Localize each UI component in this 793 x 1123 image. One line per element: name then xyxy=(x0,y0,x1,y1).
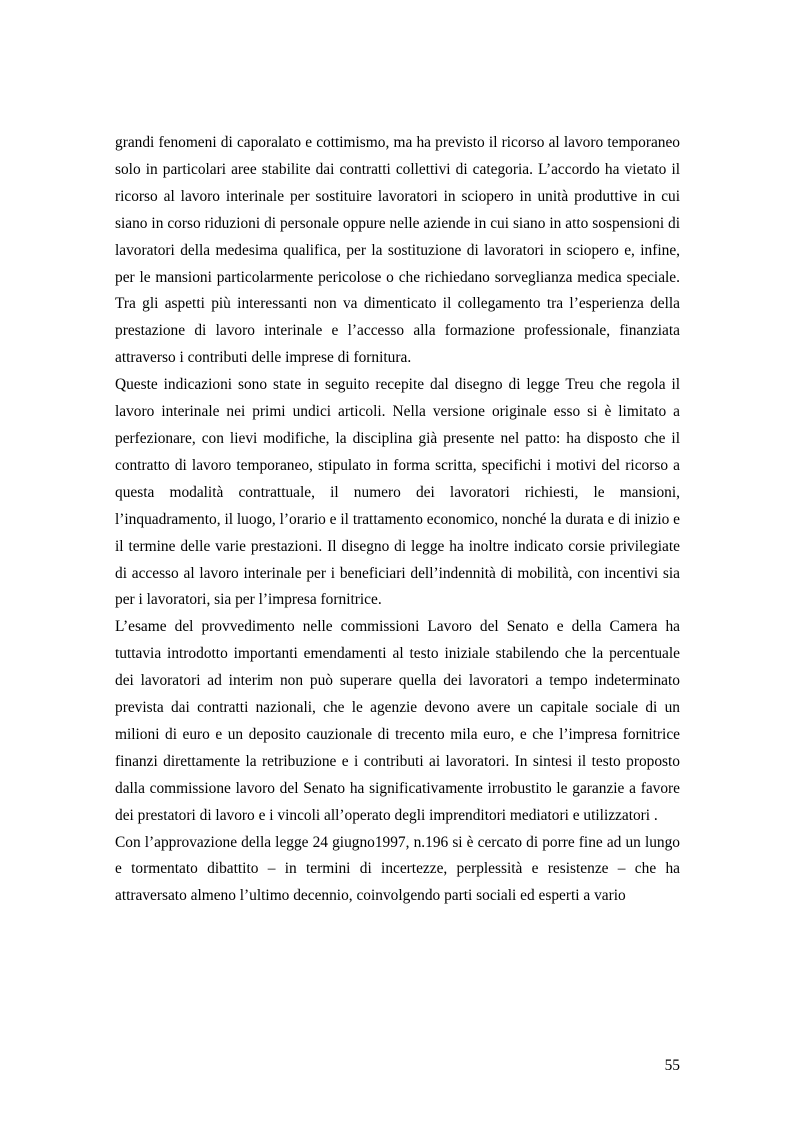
paragraph-3: L’esame del provvedimento nelle commissioni Lavoro del Senato e della Camera ha tuttavia introdotto importanti emendamenti al testo iniziale stabilendo che la percentuale dei lavoratori ad interim non può superare quella dei lavoratori a tempo indeterminato prevista dai contratti nazionali, che le agenzie devono avere un capitale sociale di un milioni di euro e un deposito cauzionale di trecento mila euro, e che l’impresa fornitrice finanzi direttamente la retribuzione e i contributi ai lavoratori. In sintesi il testo proposto dalla commissione lavoro del Senato ha significativamente irrobustito le garanzie a favore dei prestatori di lavoro e i vincoli all’operato degli imprenditori mediatori e utilizzatori . xyxy=(115,618,680,824)
page-number: 55 xyxy=(664,1057,680,1074)
paragraph-4: Con l’approvazione della legge 24 giugno1997, n.196 si è cercato di porre fine ad un lungo e tormentato dibattito – in termini di incertezze, perplessità e resistenze – che ha attraversato almeno l’ultimo decennio, coinvolgendo parti sociali ed esperti a vario xyxy=(115,833,680,905)
paragraph-2: Queste indicazioni sono state in seguito recepite dal disegno di legge Treu che regola il lavoro interinale nei primi undici articoli. Nella versione originale esso si è limitato a perfezionare, con lievi modifiche, la disciplina già presente nel patto: ha disposto che il contratto di lavoro temporaneo, stipulato in forma scritta, specifichi i motivi del ricorso a questa modalità contrattuale, il numero dei lavoratori richiesti, le mansioni, l’inquadramento, il luogo, l’orario e il trattamento economico, nonché la durata e di inizio e il termine delle varie prestazioni. Il disegno di legge ha inoltre indicato corsie privilegiate di accesso al lavoro interinale per i beneficiari dell’indennità di mobilità, con incentivi sia per i lavoratori, sia per l’impresa fornitrice. xyxy=(115,376,680,609)
body-text xyxy=(115,130,680,910)
paragraph-1: grandi fenomeni di caporalato e cottimismo, ma ha previsto il ricorso al lavoro temporaneo solo in particolari aree stabilite dai contratti collettivi di categoria. L’accordo ha vietato il ricorso al lavoro interinale per sostituire lavoratori in sciopero in unità produttive in cui siano in corso riduzioni di personale oppure nelle aziende in cui siano in atto sospensioni di lavoratori della medesima qualifica, per la sostituzione di lavoratori in sciopero e, infine, per le mansioni particolarmente pericolose o che richiedano sorveglianza medica speciale. Tra gli aspetti più interessanti non va dimenticato il collegamento tra l’esperienza della prestazione di lavoro interinale e l’accesso alla formazione professionale, finanziata attraverso i contributi delle imprese di fornitura. xyxy=(115,134,680,367)
